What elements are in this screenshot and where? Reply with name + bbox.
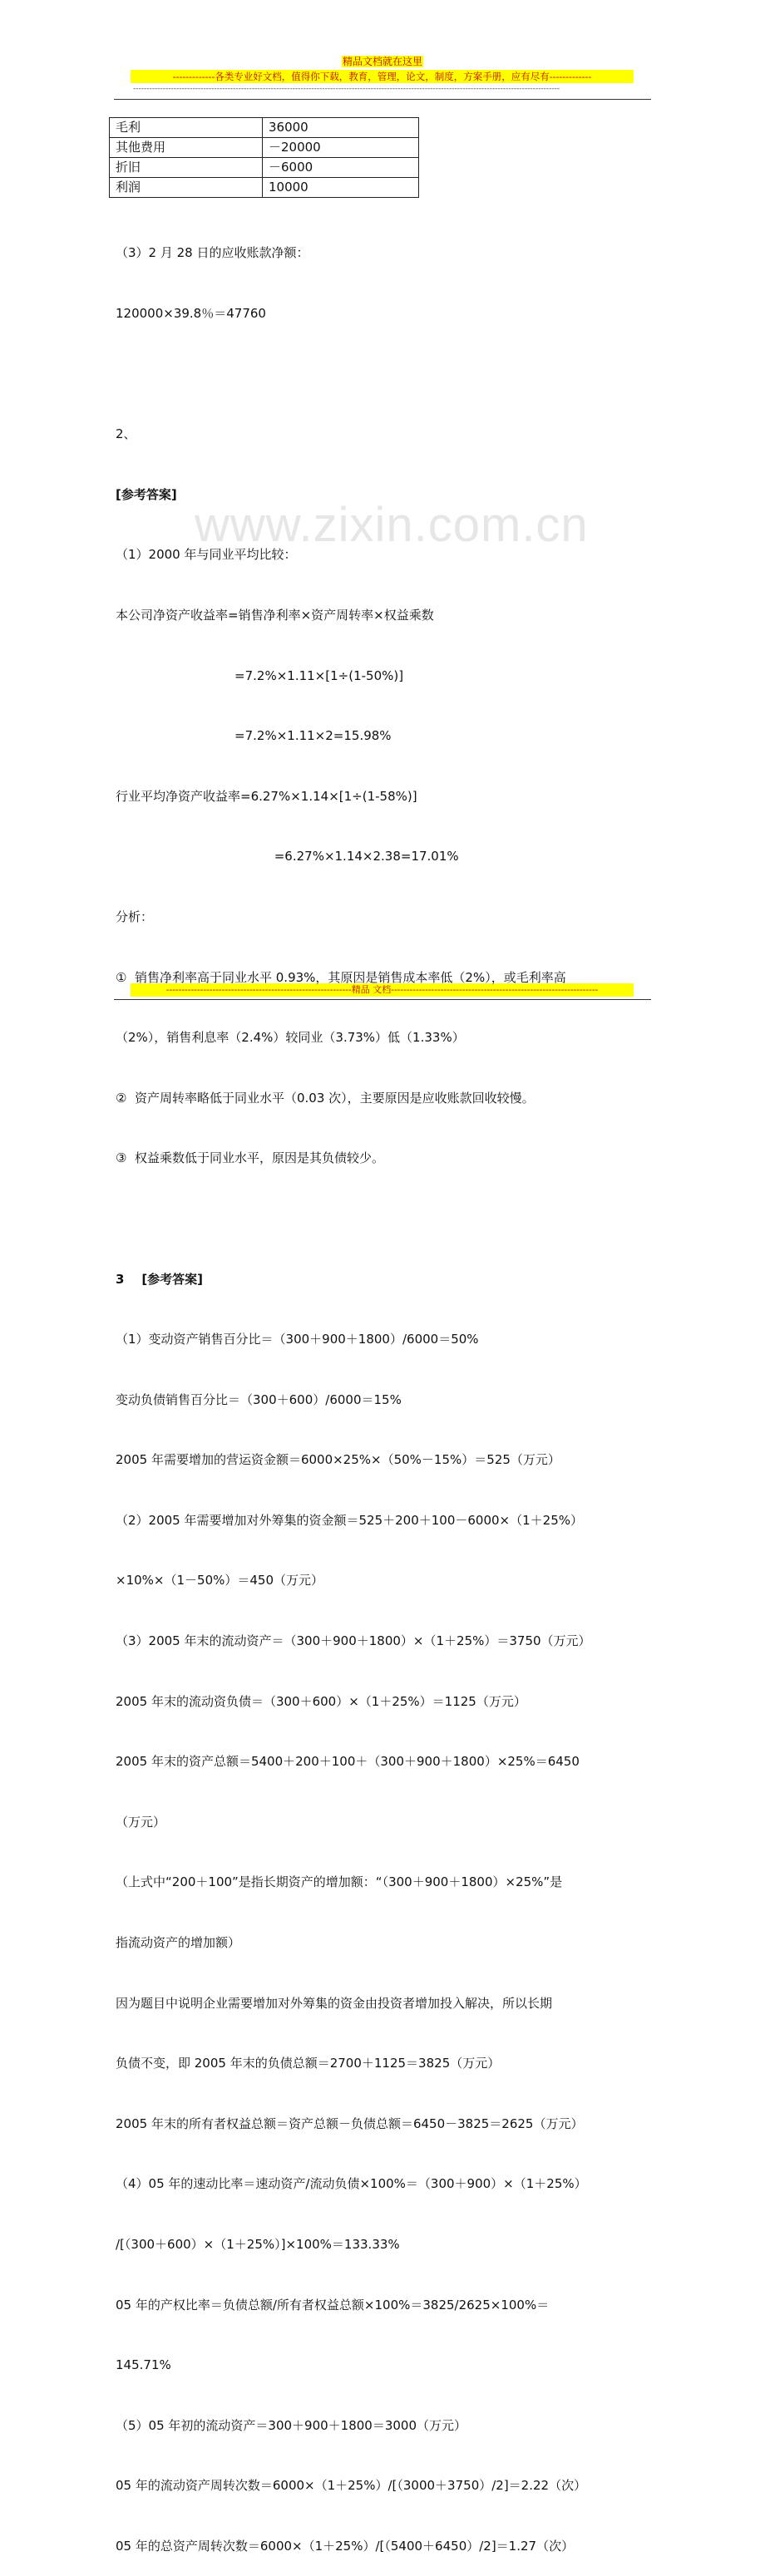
- text-line: （3）2005 年末的流动资产＝（300＋900＋1800）×（1＋25%）＝3750（万元）: [116, 1633, 591, 1649]
- text-line: 2005 年需要增加的营运资金额＝6000×25%×（50%－15%）＝525（万元）: [116, 1452, 560, 1468]
- text-line: 120000×39.8％＝47760: [116, 306, 266, 321]
- text-line: 因为题目中说明企业需要增加对外筹集的资金由投资者增加投入解决，所以长期: [116, 1995, 553, 2011]
- header-rule: [114, 99, 651, 100]
- table-cell-value: 10000: [263, 178, 419, 198]
- table-cell-label: 折旧: [110, 158, 263, 178]
- table-cell-label: 其他费用: [110, 138, 263, 158]
- text-line: 05 年的产权比率＝负债总额/所有者权益总额×100%＝3825/2625×100%＝: [116, 2297, 550, 2312]
- text-line: =7.2%×1.11×[1÷(1-50%)]: [116, 667, 404, 683]
- text-line: 行业平均净资产收益率=6.27%×1.14×[1÷(1-58%)]: [116, 788, 417, 804]
- text-line: （4）05 年的速动比率＝速动资产/流动负债×100%＝（300＋900）×（1＋25%）: [116, 2176, 587, 2192]
- section-number: 2、: [116, 426, 136, 442]
- text-line: ① 销售净利率高于同业水平 0.93%，其原因是销售成本率低（2%），或毛利率高: [116, 969, 566, 985]
- text-line: 05 年的总资产周转次数＝6000×（1＋25%）/[（5400＋6450）/2]＝1.27（次）: [116, 2538, 575, 2554]
- section-heading: [参考答案]: [116, 486, 177, 502]
- text-line: （上式中“200＋100”是指长期资产的增加额：“（300＋900＋1800）×25%”是: [116, 1874, 563, 1890]
- text-line: 2005 年末的流动资负债＝（300＋600）×（1＋25%）＝1125（万元）: [116, 1693, 526, 1709]
- text-line: =7.2%×1.11×2=15.98%: [116, 728, 392, 744]
- table-cell-value: －20000: [263, 138, 419, 158]
- text-line: =6.27%×1.14×2.38=17.01%: [116, 849, 459, 864]
- document-body: [116, 203, 654, 2576]
- text-line: [116, 364, 654, 384]
- text-line: 2005 年末的所有者权益总额＝资产总额－负债总额＝6450－3825＝2625（万元）: [116, 2115, 584, 2131]
- text-line: 本公司净资产收益率=销售净利率×资产周转率×权益乘数: [116, 607, 434, 623]
- text-line: 负债不变，即 2005 年末的负债总额＝2700＋1125＝3825（万元）: [116, 2056, 501, 2071]
- text-line: 变动负债销售百分比＝（300＋600）/6000＝15%: [116, 1391, 402, 1407]
- text-line: 05 年的流动资产周转次数＝6000×（1＋25%）/[（3000＋3750）/2]＝2.22（次）: [116, 2478, 587, 2494]
- table-cell-value: －6000: [263, 158, 419, 178]
- header-dashes: --------------------------------------------------------------------------------------------------------------------------------------------------------------: [133, 85, 560, 93]
- watermark: www.zixin.com.cn: [195, 498, 589, 552]
- text-line: （2%），销售利息率（2.4%）较同业（3.73%）低（1.33%）: [116, 1030, 465, 1046]
- text-line: （2）2005 年需要增加对外筹集的资金额＝525＋200＋100－6000×（1＋25%）: [116, 1512, 584, 1528]
- text-line: 分析：: [116, 909, 154, 924]
- table-cell-label: 毛利: [110, 118, 263, 138]
- text-line: ③ 权益乘数低于同业水平，原因是其负债较少。: [116, 1150, 384, 1166]
- text-line: 2005 年末的资产总额＝5400＋200＋100＋（300＋900＋1800）×25%＝6450: [116, 1754, 580, 1770]
- text-line: [116, 1209, 654, 1229]
- text-line: （1）变动资产销售百分比＝（300＋900＋1800）/6000＝50%: [116, 1332, 479, 1347]
- footer-banner: ------------------------------------------------------------精品 文档-------------------------------------------------------------------: [131, 983, 634, 997]
- header-title: 精品文档就在这里: [342, 56, 422, 67]
- profit-table: [109, 117, 419, 198]
- text-line: ×10%×（1－50%）＝450（万元）: [116, 1573, 323, 1588]
- text-line: /[（300＋600）×（1＋25%）]×100%＝133.33%: [116, 2237, 400, 2252]
- text-line: （万元）: [116, 1814, 166, 1830]
- text-line: 指流动资产的增加额）: [116, 1935, 241, 1951]
- table-row: [110, 178, 419, 198]
- text-line: （3）2 月 28 日的应收账款净额：: [116, 245, 309, 261]
- table-row: [110, 158, 419, 178]
- table-cell-label: 利润: [110, 178, 263, 198]
- section-heading: 3 [参考答案]: [116, 1271, 204, 1287]
- header-banner: -------------各类专业好文档，值得你下载，教育，管理，论文，制度，方案手册，应有尽有-------------: [131, 70, 634, 83]
- text-line: 145.71%: [116, 2357, 171, 2373]
- table-row: [110, 138, 419, 158]
- table-row: [110, 118, 419, 138]
- text-line: ② 资产周转率略低于同业水平（0.03 次），主要原因是应收账款回收较慢。: [116, 1090, 535, 1106]
- table-cell-value: 36000: [263, 118, 419, 138]
- text-line: （1）2000 年与同业平均比较：: [116, 547, 297, 563]
- text-line: （5）05 年初的流动资产＝300＋900＋1800＝3000（万元）: [116, 2417, 467, 2433]
